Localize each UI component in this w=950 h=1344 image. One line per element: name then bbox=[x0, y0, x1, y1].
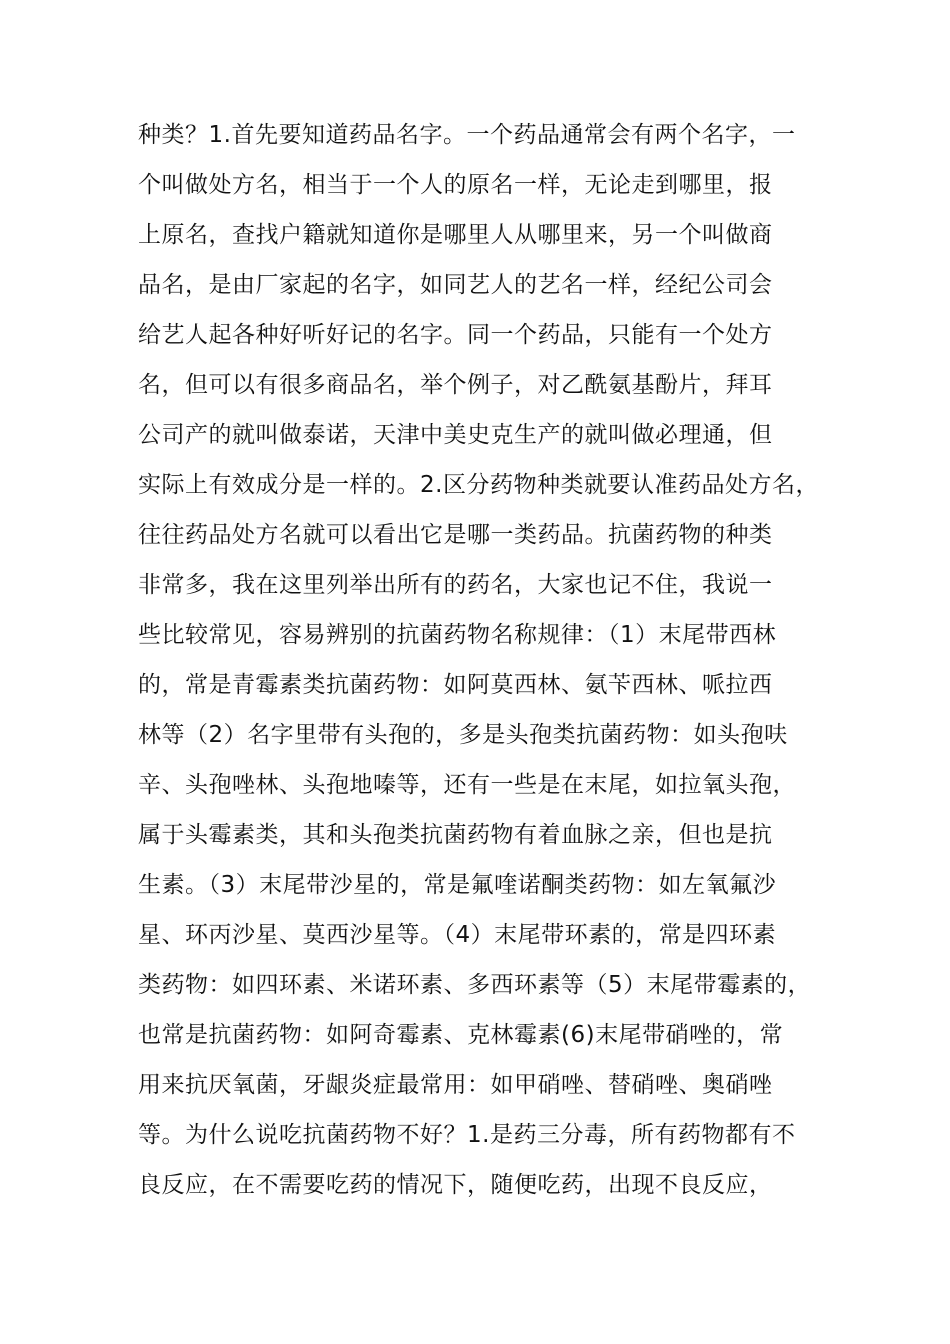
text-line: 给艺人起各种好听好记的名字。同一个药品，只能有一个处方 bbox=[138, 322, 773, 348]
text-line: 生素。（3）末尾带沙星的，常是氟喹诺酮类药物：如左氧氟沙 bbox=[138, 872, 777, 898]
text-line: 上原名，查找户籍就知道你是哪里人从哪里来，另一个叫做商 bbox=[138, 222, 773, 248]
text-line: 的，常是青霉素类抗菌药物：如阿莫西林、氨苄西林、哌拉西 bbox=[138, 672, 773, 698]
body-text bbox=[138, 110, 838, 1210]
text-line: 公司产的就叫做泰诺，天津中美史克生产的就叫做必理通，但 bbox=[138, 422, 773, 448]
text-line: 名，但可以有很多商品名，举个例子，对乙酰氨基酚片，拜耳 bbox=[138, 372, 773, 398]
text-line: 良反应，在不需要吃药的情况下，随便吃药，出现不良反应， bbox=[138, 1172, 773, 1198]
text-line: 非常多，我在这里列举出所有的药名，大家也记不住，我说一 bbox=[138, 572, 773, 598]
text-line: 种类？1.首先要知道药品名字。一个药品通常会有两个名字，一 bbox=[138, 122, 796, 148]
text-line: 实际上有效成分是一样的。2.区分药物种类就要认准药品处方名， bbox=[138, 472, 819, 498]
text-line: 用来抗厌氧菌，牙龈炎症最常用：如甲硝唑、替硝唑、奥硝唑 bbox=[138, 1072, 773, 1098]
text-line: 星、环丙沙星、莫西沙星等。（4）末尾带环素的，常是四环素 bbox=[138, 922, 777, 948]
text-line: 些比较常见，容易辨别的抗菌药物名称规律：（1）末尾带西林 bbox=[138, 622, 777, 648]
text-line: 往往药品处方名就可以看出它是哪一类药品。抗菌药物的种类 bbox=[138, 522, 773, 548]
text-line: 类药物：如四环素、米诺环素、多西环素等（5）末尾带霉素的， bbox=[138, 972, 812, 998]
text-line: 等。为什么说吃抗菌药物不好？1.是药三分毒，所有药物都有不 bbox=[138, 1122, 796, 1148]
text-line: 个叫做处方名，相当于一个人的原名一样，无论走到哪里，报 bbox=[138, 172, 773, 198]
text-line: 林等（2）名字里带有头孢的，多是头孢类抗菌药物：如头孢呋 bbox=[138, 722, 788, 748]
text-line: 也常是抗菌药物：如阿奇霉素、克林霉素(6)末尾带硝唑的，常 bbox=[138, 1022, 784, 1048]
text-line: 辛、头孢唑林、头孢地嗪等，还有一些是在末尾，如拉氧头孢， bbox=[138, 772, 796, 798]
text-line: 品名，是由厂家起的名字，如同艺人的艺名一样，经纪公司会 bbox=[138, 272, 773, 298]
text-line: 属于头霉素类，其和头孢类抗菌药物有着血脉之亲，但也是抗 bbox=[138, 822, 773, 848]
